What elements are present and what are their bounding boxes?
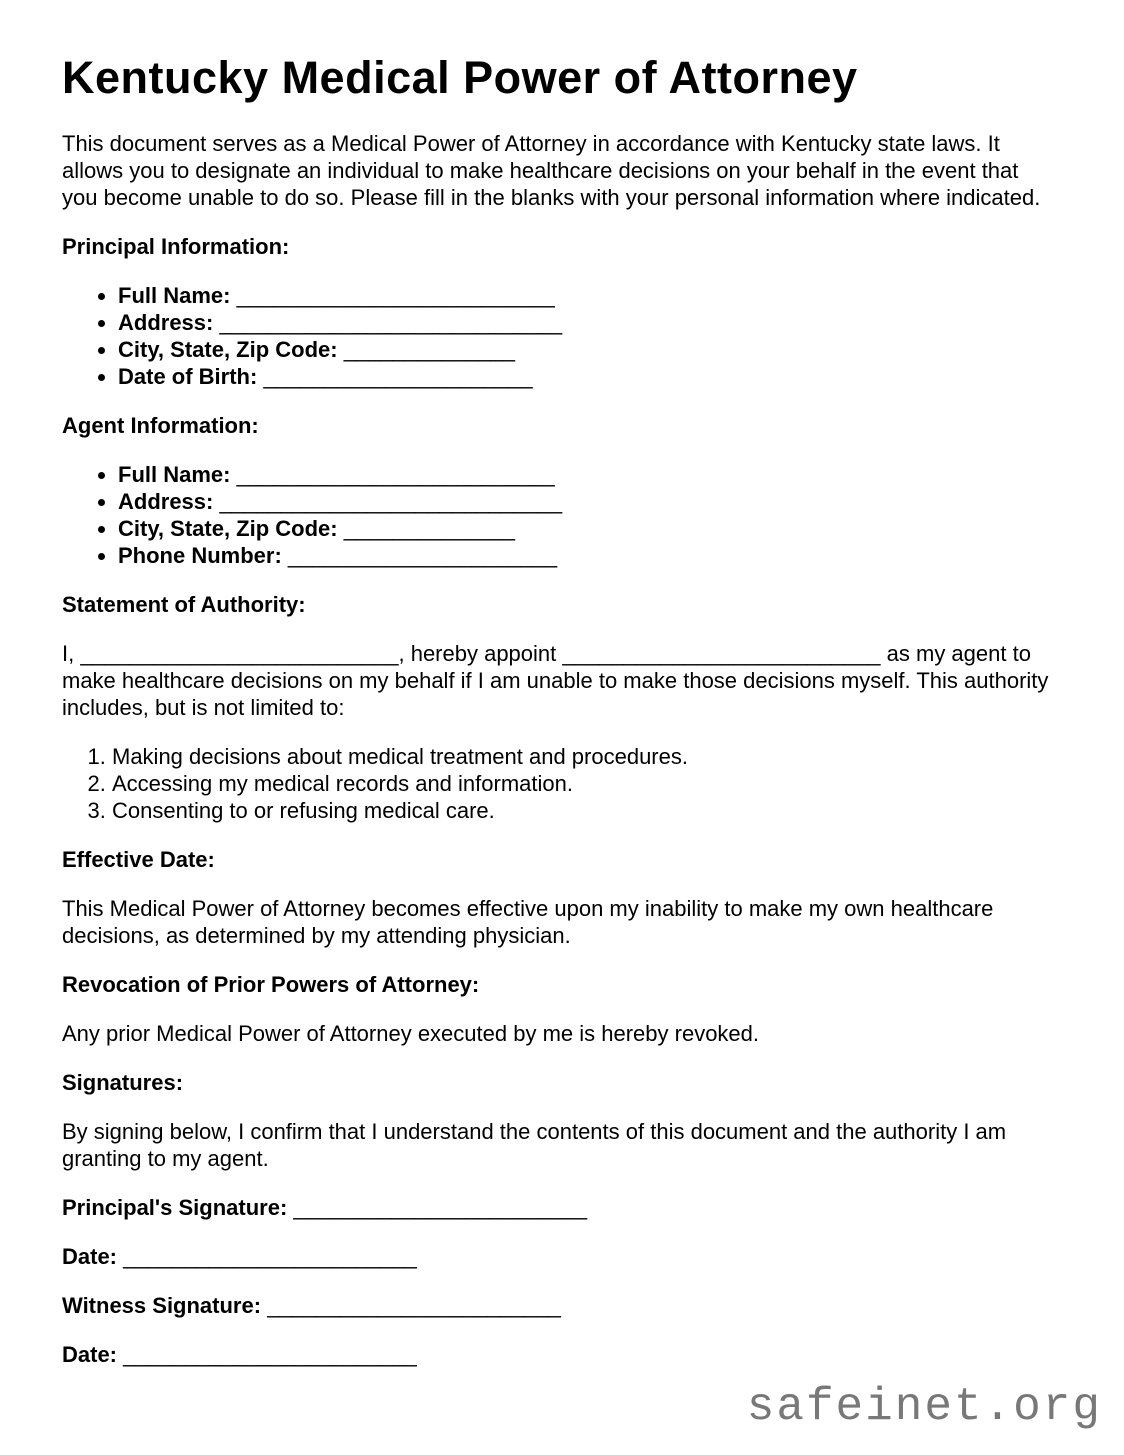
principal-date-row: [62, 1243, 1058, 1270]
effective-date-heading: Effective Date:: [62, 846, 215, 872]
principal-info-list: [62, 282, 1058, 390]
signature-label: Date:: [62, 1243, 118, 1269]
list-item-agent-city-state-zip: [118, 515, 1058, 542]
field-label: City, State, Zip Code:: [118, 336, 338, 362]
field-label: Date of Birth:: [118, 363, 258, 389]
blank-line: ______________________: [263, 363, 533, 389]
list-item-authority-2: 2. Accessing my medical records and information.: [112, 770, 1058, 797]
statement-of-authority-heading: Statement of Authority:: [62, 591, 306, 617]
list-item-principal-address: [118, 309, 1058, 336]
blank-line: ____________________________: [219, 488, 563, 514]
list-item-principal-date-of-birth: [118, 363, 1058, 390]
document-title: Kentucky Medical Power of Attorney: [62, 52, 858, 103]
witness-date-blank: ________________________: [123, 1341, 417, 1367]
agent-name-blank: __________________________: [562, 640, 881, 666]
field-label: Full Name:: [118, 282, 231, 308]
field-label: Address:: [118, 309, 214, 335]
statement-of-authority-paragraph: [62, 640, 1058, 721]
list-item-agent-address: [118, 488, 1058, 515]
principal-date-blank: ________________________: [123, 1243, 417, 1269]
blank-line: __________________________: [236, 461, 555, 487]
watermark-logo: safeinet.org: [746, 1381, 1102, 1433]
signature-label: Principal's Signature:: [62, 1194, 288, 1220]
witness-signature-row: [62, 1292, 1058, 1319]
revocation-paragraph: Any prior Medical Power of Attorney executed by me is hereby revoked.: [62, 1020, 760, 1046]
signature-label: Date:: [62, 1341, 118, 1367]
agent-info-list: [62, 461, 1058, 569]
effective-date-paragraph: This Medical Power of Attorney becomes effective upon my inability to make my own healthcare decisions, as determined by my attending physician.: [62, 895, 994, 948]
field-label: City, State, Zip Code:: [118, 515, 338, 541]
field-label: Full Name:: [118, 461, 231, 487]
principal-signature-row: [62, 1194, 1058, 1221]
list-item-principal-city-state-zip: [118, 336, 1058, 363]
authority-mid-text: , hereby appoint: [398, 640, 557, 666]
list-item-authority-1: 1. Making decisions about medical treatment and procedures.: [112, 743, 1058, 770]
list-item-agent-phone-number: [118, 542, 1058, 569]
authority-powers-list: [62, 743, 1058, 824]
list-item-agent-full-name: [118, 461, 1058, 488]
authority-lead-text: I,: [62, 640, 75, 666]
list-item-principal-full-name: [118, 282, 1058, 309]
principal-info-heading: Principal Information:: [62, 233, 290, 259]
list-item-authority-3: 3. Consenting to or refusing medical care.: [112, 797, 1058, 824]
principal-name-blank: __________________________: [80, 640, 399, 666]
blank-line: ______________________: [287, 542, 558, 568]
revocation-heading: Revocation of Prior Powers of Attorney:: [62, 971, 480, 997]
blank-line: __________________________: [236, 282, 555, 308]
blank-line: ______________: [343, 336, 516, 362]
field-label: Phone Number:: [118, 542, 282, 568]
signatures-heading: Signatures:: [62, 1069, 184, 1095]
blank-line: ____________________________: [219, 309, 563, 335]
blank-line: ______________: [343, 515, 516, 541]
intro-paragraph: This document serves as a Medical Power of Attorney in accordance with Kentucky state laws. It allows you to designate an individual to make healthcare decisions on your behalf in the event that you become unable to do so. Please fill in the blanks with your personal information where indicated.: [62, 130, 1041, 210]
witness-signature-blank: ________________________: [267, 1292, 561, 1318]
principal-signature-blank: ________________________: [293, 1194, 588, 1220]
signatures-paragraph: By signing below, I confirm that I understand the contents of this document and the authority I am granting to my agent.: [62, 1118, 1007, 1171]
witness-date-row: [62, 1341, 1058, 1368]
field-label: Address:: [118, 488, 214, 514]
signature-label: Witness Signature:: [62, 1292, 262, 1318]
agent-info-heading: Agent Information:: [62, 412, 259, 438]
authority-tail-text: as my agent to make healthcare decisions on my behalf if I am unable to make those decisions myself. This authority includes, but is not limited to:: [62, 640, 1049, 720]
